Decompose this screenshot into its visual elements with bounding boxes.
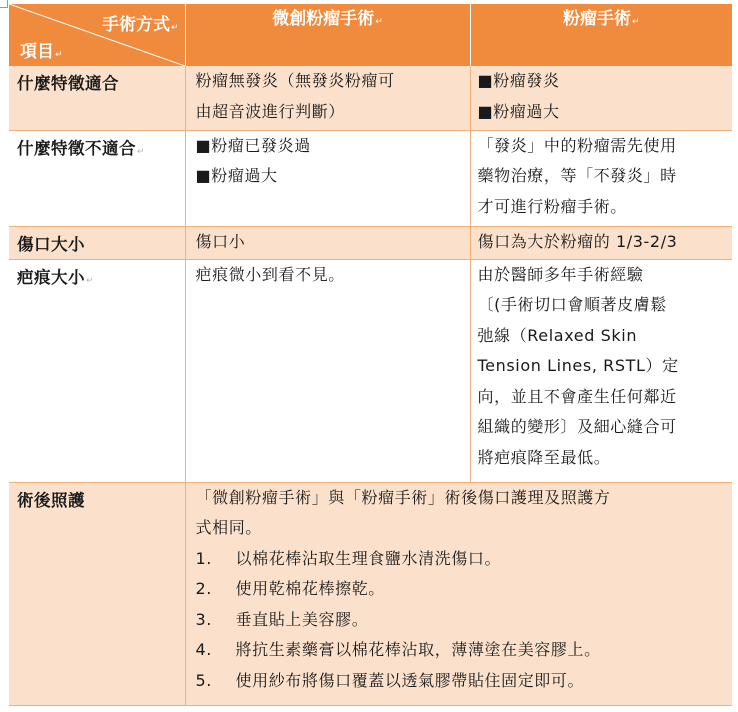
list-item: 2. 使用乾棉花棒擦乾。: [195, 579, 385, 598]
header-method-label: 手術方式↵: [101, 15, 179, 35]
cell-line: 粉瘤無發炎（無發炎粉瘤可: [195, 71, 395, 90]
cell-line: 弛線（Relaxed Skin: [477, 325, 638, 345]
table-row: [9, 259, 732, 482]
table-cell: [470, 226, 732, 259]
table-cell-merged: [185, 482, 732, 705]
cell-line: 疤痕微小到看不見。: [195, 264, 345, 284]
list-item: 5. 使用紗布將傷口覆蓋以透氣膠帶貼住固定即可。: [195, 670, 585, 690]
cell-line: 向，並且不會產生任何鄰近: [477, 386, 677, 406]
table-row: [9, 130, 732, 226]
table-cell: [185, 259, 470, 482]
cell-line: 「微創粉瘤手術」與「粉瘤手術」術後傷口護理及照護方: [195, 487, 611, 507]
cell-line: 由於醫師多年手術經驗: [477, 264, 644, 284]
table-cell: [470, 66, 732, 130]
table-row: [9, 226, 732, 259]
cell-line: 式相同。: [195, 518, 262, 537]
table-header-row: [9, 4, 732, 66]
header-standard-surgery: 粉瘤手術↵: [470, 4, 732, 66]
cell-line: ■粉瘤過大: [195, 166, 278, 185]
cell-line: 〔(手術切口會順著皮膚鬆: [477, 295, 667, 314]
cell-line: 傷口為大於粉瘤的 1/3-2/3: [477, 231, 678, 251]
row-label: 術後照護: [9, 482, 185, 705]
header-item-label: 項目↵: [20, 42, 63, 62]
cell-line: ■粉瘤已發炎過: [195, 135, 311, 155]
cell-line: Tension Lines, RSTL）定: [477, 356, 679, 375]
cell-line: 組織的變形〕及細心縫合可: [477, 417, 677, 436]
list-item: 4. 將抗生素藥膏以棉花棒沾取，薄薄塗在美容膠上。: [195, 640, 601, 659]
cell-line: 藥物治療，等「不發炎」時: [477, 166, 677, 185]
cell-line: 將疤痕降至最低。: [477, 447, 611, 467]
comparison-table: [9, 4, 732, 706]
list-item: 3. 垂直貼上美容膠。: [195, 609, 369, 629]
row-label: 什麼特徵適合: [9, 66, 185, 130]
row-label: 什麼特徵不適合↵: [9, 130, 185, 226]
cell-line: 由超音波進行判斷）: [195, 101, 345, 121]
table-cell: [470, 259, 732, 482]
diagonal-header-cell: [9, 4, 185, 66]
header-minimally-invasive: 微創粉瘤手術↵: [185, 4, 470, 66]
document-corner-mark: [0, 0, 8, 8]
table-row: [9, 66, 732, 130]
cell-line: 傷口小: [195, 231, 246, 251]
table-cell: [470, 130, 732, 226]
care-steps-list: [196, 544, 727, 697]
table-cell: [185, 130, 470, 226]
table-row: [9, 482, 732, 705]
cell-line: 才可進行粉瘤手術。: [477, 196, 627, 216]
row-label: 疤痕大小↵: [9, 259, 185, 482]
table-cell: [185, 226, 470, 259]
list-item: 1. 以棉花棒沾取生理食鹽水清洗傷口。: [195, 548, 502, 568]
cell-line: 「發炎」中的粉瘤需先使用: [477, 135, 677, 155]
cell-line: ■粉瘤過大: [477, 101, 560, 121]
table-cell: [185, 66, 470, 130]
cell-line: ■粉瘤發炎: [477, 71, 560, 90]
row-label: 傷口大小: [9, 226, 185, 259]
